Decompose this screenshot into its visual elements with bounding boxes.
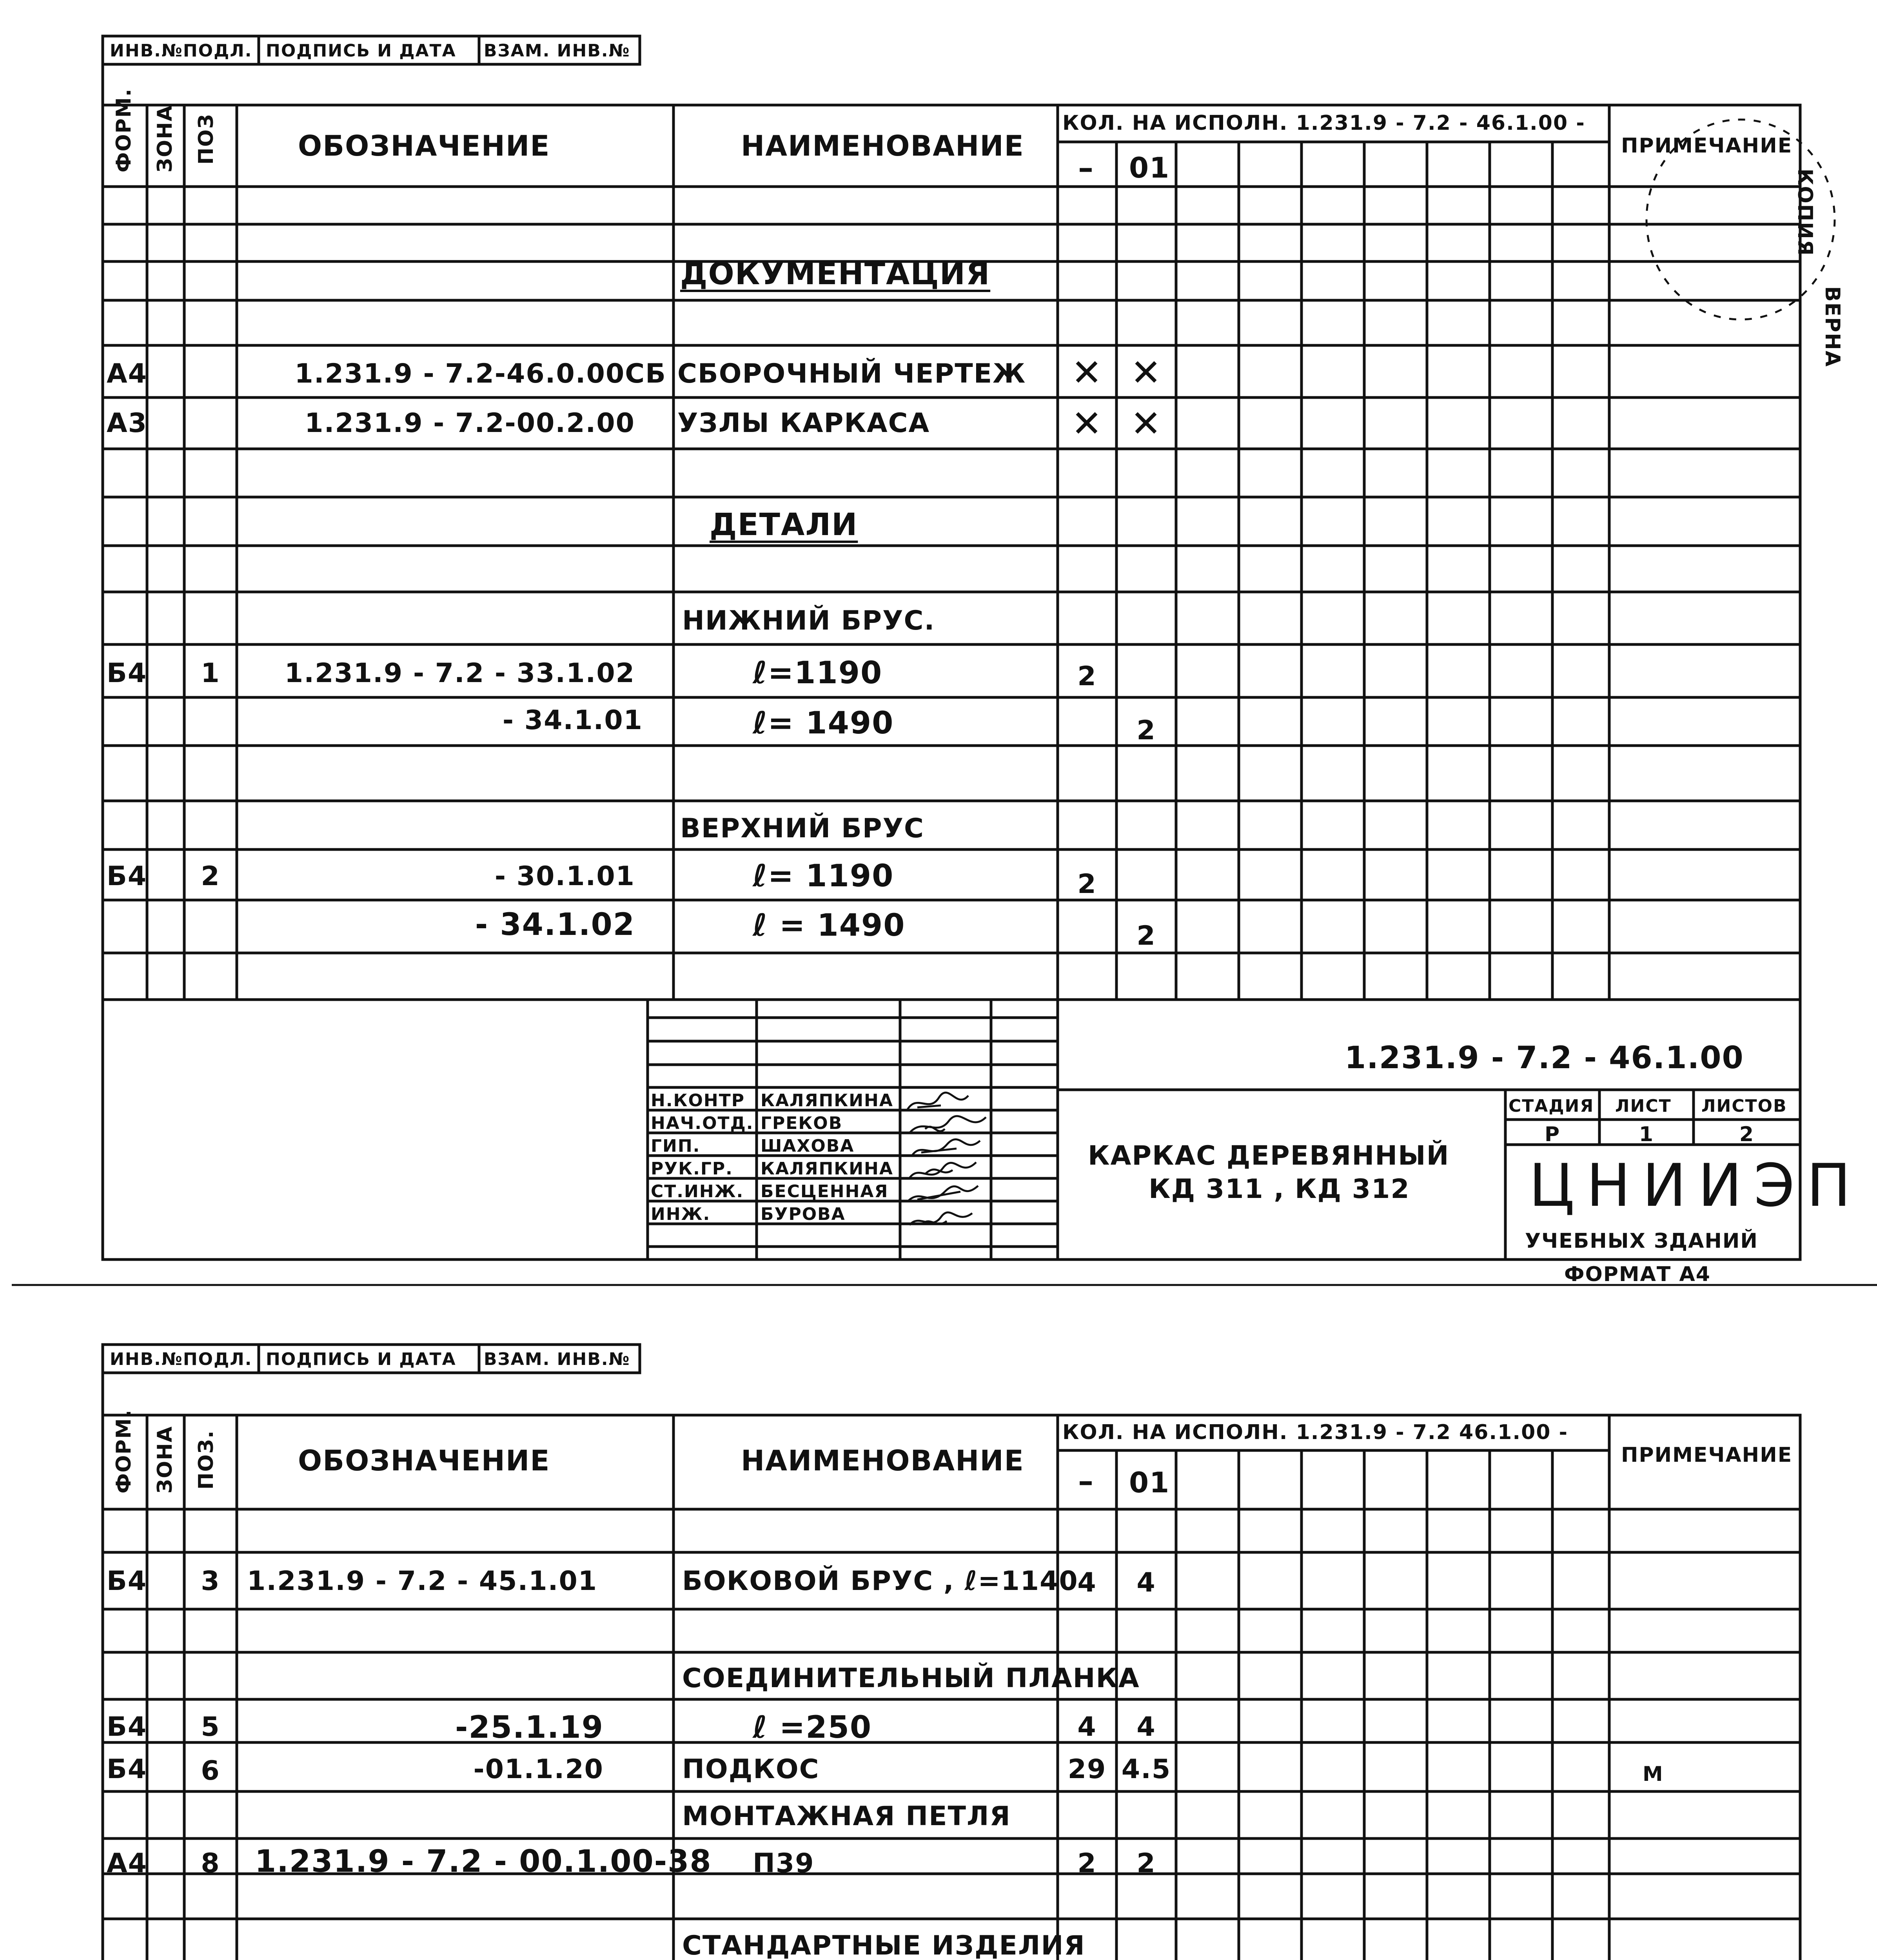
designation-header: ОБОЗНАЧЕНИЕ	[298, 129, 550, 162]
stamp-text-copy: КОПИЯ	[1793, 169, 1817, 256]
row-designation: 1.231.9 - 7.2 - 33.1.02	[284, 658, 635, 689]
row-designation: -01.1.20	[473, 1754, 604, 1785]
row-name: ℓ=1190	[753, 655, 883, 691]
row-qty-1: ✕	[1130, 352, 1162, 394]
inv-header: ИНВ.№ПОДЛ.	[110, 1349, 252, 1369]
vzam-header: ВЗАМ. ИНВ.№	[484, 1349, 630, 1369]
zone-header: ЗОНА	[153, 1426, 177, 1494]
row-format: Б4	[107, 1566, 147, 1597]
vzam-header: ВЗАМ. ИНВ.№	[484, 41, 630, 61]
qty-col-dash: –	[1078, 1464, 1094, 1499]
staff-role: ИНЖ.	[651, 1204, 711, 1224]
section-title: ДЕТАЛИ	[710, 507, 858, 543]
row-designation: 1.231.9 - 7.2-46.0.00СБ	[294, 358, 666, 389]
staff-name: КАЛЯПКИНА	[761, 1159, 893, 1179]
row-format: А4	[107, 1848, 147, 1879]
row-name: ℓ= 1190	[753, 858, 894, 894]
row-format: А3	[107, 408, 147, 439]
row-qty-0: 29	[1067, 1754, 1107, 1785]
org-logo: ЦНИИЭП	[1529, 1152, 1863, 1220]
row-designation: -25.1.19	[455, 1710, 604, 1745]
name-header: НАИМЕНОВАНИЕ	[741, 129, 1024, 162]
row-designation: - 30.1.01	[494, 861, 635, 892]
sign-date-header: ПОДПИСЬ И ДАТА	[266, 41, 456, 61]
row-qty-1: 4	[1136, 1567, 1156, 1598]
row-name: ℓ= 1490	[753, 706, 894, 741]
qty-header: КОЛ. НА ИСПОЛН. 1.231.9 - 7.2 - 46.1.00 -	[1062, 111, 1585, 135]
qty-col-01: 01	[1129, 1466, 1170, 1499]
qty-col-dash: –	[1078, 151, 1094, 186]
section-title: ДОКУМЕНТАЦИЯ	[680, 256, 991, 292]
row-designation: - 34.1.02	[475, 907, 635, 942]
row-pos: 1	[201, 658, 220, 689]
group-title: ВЕРХНИЙ БРУС	[680, 813, 924, 844]
stamp-text-true: ВЕРНА	[1821, 286, 1844, 368]
staff-name: ШАХОВА	[761, 1136, 855, 1156]
row-designation: - 34.1.01	[502, 705, 643, 736]
row-qty-0: 2	[1077, 1848, 1097, 1879]
pos-header: ПОЗ	[194, 113, 218, 165]
row-qty-1: ✕	[1130, 403, 1162, 445]
staff-name: БЕСЦЕННАЯ	[761, 1181, 889, 1201]
group-title: МОНТАЖНАЯ ПЕТЛЯ	[682, 1801, 1011, 1832]
row-note: М	[1643, 1762, 1664, 1786]
row-name: УЗЛЫ КАРКАСА	[677, 408, 930, 439]
designation-header: ОБОЗНАЧЕНИЕ	[298, 1444, 550, 1477]
sheet-label: ЛИСТ	[1615, 1096, 1672, 1116]
stage-label: СТАДИЯ	[1508, 1096, 1594, 1116]
row-name: СБОРОЧНЫЙ ЧЕРТЕЖ	[677, 358, 1026, 389]
row-qty-1: 2	[1136, 920, 1156, 951]
row-pos: 2	[201, 861, 220, 892]
doc-code: 1.231.9 - 7.2 - 46.1.00	[1345, 1040, 1744, 1076]
group-title: НИЖНИЙ БРУС.	[682, 605, 935, 636]
row-name: ℓ =250	[753, 1710, 872, 1745]
row-format: Б4	[107, 1754, 147, 1785]
zone-header: ЗОНА	[153, 105, 177, 172]
row-qty-0: 2	[1077, 869, 1097, 900]
row-pos: 3	[201, 1566, 220, 1597]
doc-title-line1: КАРКАС ДЕРЕВЯННЫЙ	[1088, 1140, 1450, 1171]
row-format: Б4	[107, 861, 147, 892]
row-format: Б4	[107, 1711, 147, 1742]
inv-header: ИНВ.№ПОДЛ.	[110, 41, 252, 61]
stage-value: Р	[1544, 1123, 1561, 1146]
note-header: ПРИМЕЧАНИЕ	[1621, 134, 1793, 158]
row-pos: 8	[201, 1848, 220, 1879]
row-qty-0: 4	[1077, 1711, 1097, 1742]
row-name: ПОДКОС	[682, 1754, 820, 1785]
staff-role: НАЧ.ОТД.	[651, 1113, 754, 1133]
doc-title-line2: КД 311 , КД 312	[1149, 1174, 1410, 1205]
qty-col-01: 01	[1129, 151, 1170, 184]
sheets-label: ЛИСТОВ	[1701, 1096, 1787, 1116]
row-pos: 6	[201, 1755, 220, 1786]
row-name: БОКОВОЙ БРУС , ℓ=1140	[682, 1566, 1078, 1597]
org-subtitle: УЧЕБНЫХ ЗДАНИЙ	[1525, 1229, 1758, 1253]
staff-role: Н.КОНТР	[651, 1091, 745, 1111]
format-label: ФОРМАТ А4	[1564, 1263, 1711, 1286]
row-qty-1: 2	[1136, 1848, 1156, 1879]
qty-header: КОЛ. НА ИСПОЛН. 1.231.9 - 7.2 46.1.00 -	[1062, 1421, 1568, 1444]
row-qty-0: ✕	[1071, 403, 1103, 445]
row-pos: 5	[201, 1711, 220, 1742]
row-format: Б4	[107, 658, 147, 689]
staff-role: ГИП.	[651, 1136, 701, 1156]
row-qty-1: 4	[1136, 1711, 1156, 1742]
format-header: ФОРМ.	[112, 88, 136, 172]
sheets-value: 2	[1739, 1123, 1755, 1146]
staff-role: СТ.ИНЖ.	[651, 1181, 744, 1201]
sheet-value: 1	[1639, 1123, 1654, 1146]
row-qty-0: 4	[1077, 1567, 1097, 1598]
row-qty-0: 2	[1077, 661, 1097, 692]
row-designation: 1.231.9 - 7.2-00.2.00	[305, 408, 635, 439]
signature-scribbles	[902, 1090, 992, 1250]
staff-name: БУРОВА	[761, 1204, 846, 1224]
pos-header: ПОЗ.	[194, 1430, 218, 1490]
staff-name: ГРЕКОВ	[761, 1113, 843, 1133]
note-header: ПРИМЕЧАНИЕ	[1621, 1443, 1793, 1467]
staff-role: РУК.ГР.	[651, 1159, 733, 1179]
section-title: СТАНДАРТНЫЕ ИЗДЕЛИЯ	[682, 1930, 1086, 1960]
row-name: П39	[753, 1848, 815, 1879]
row-qty-0: ✕	[1071, 352, 1103, 394]
row-name: ℓ = 1490	[753, 908, 906, 943]
group-title: СОЕДИНИТЕЛЬНЫЙ ПЛАНКА	[682, 1663, 1140, 1694]
row-designation: 1.231.9 - 7.2 - 45.1.01	[247, 1566, 598, 1597]
sign-date-header: ПОДПИСЬ И ДАТА	[266, 1349, 456, 1369]
row-qty-1: 4.5	[1121, 1754, 1171, 1785]
row-format: А4	[107, 358, 147, 389]
row-qty-1: 2	[1136, 715, 1156, 746]
format-header: ФОРМ.	[112, 1409, 136, 1494]
row-designation: 1.231.9 - 7.2 - 00.1.00-38	[255, 1844, 712, 1879]
staff-name: КАЛЯПКИНА	[761, 1091, 893, 1111]
name-header: НАИМЕНОВАНИЕ	[741, 1444, 1024, 1477]
